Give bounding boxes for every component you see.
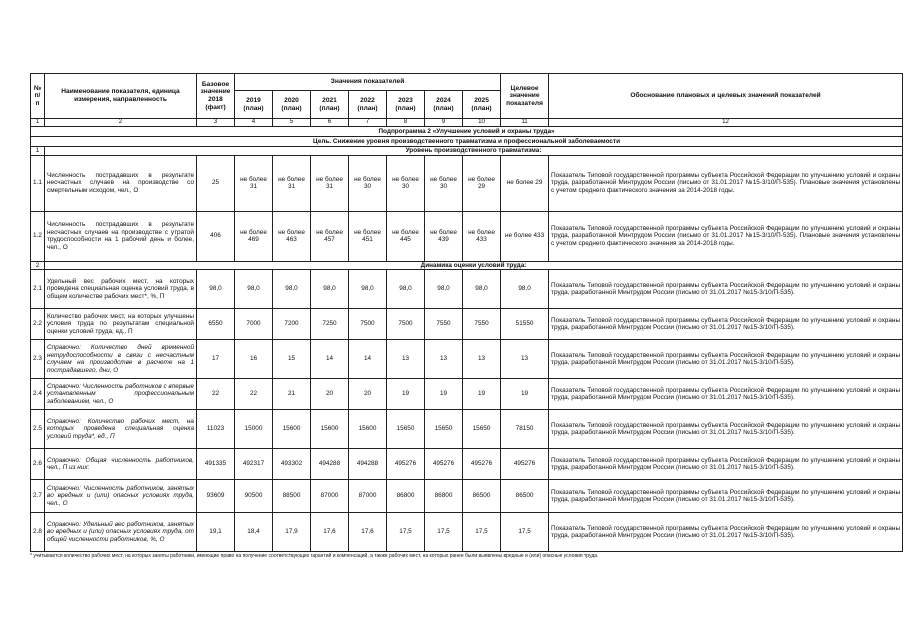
column-number: 9 [425,119,463,127]
plan-value: не более 29 [463,155,501,211]
column-number: 12 [549,119,903,127]
table-row [31,155,903,211]
header-values-group: Значения показателей [235,74,501,91]
plan-value: 88500 [273,480,311,513]
plan-value: 87000 [349,480,387,513]
plan-value: 21 [273,379,311,410]
column-number: 11 [501,119,549,127]
plan-value: 98,0 [387,270,425,309]
plan-value: 16 [235,340,273,379]
target-value: не более 433 [501,211,549,261]
subprogram-title: Подпрограмма 2 «Улучшение условий и охраны труда» [31,127,903,137]
row-number: 2.5 [31,410,45,449]
target-value: 51550 [501,309,549,340]
plan-value: 494288 [349,449,387,480]
section-number: 2 [31,261,45,270]
base-value: 17 [197,340,235,379]
row-number: 2.8 [31,513,45,552]
document-page [30,73,902,559]
plan-value: 14 [349,340,387,379]
plan-value: 13 [387,340,425,379]
plan-value: 86500 [463,480,501,513]
plan-value: не более 457 [311,211,349,261]
goal-title: Цель. Снижение уровня производственного травматизма и профессиональной заболеваемости [31,137,903,147]
indicator-name: Удельный вес рабочих мест, на которых проведена специальная оценка условий труда, в общем количестве рабочих мест*, %, П [45,270,197,309]
base-value: 491335 [197,449,235,480]
column-number: 7 [349,119,387,127]
plan-value: не более 31 [235,155,273,211]
basis-text: Показатель Типовой государственной программы субъекта Российской Федерации по улучшению условий и охраны труда, разработанной Минтрудом России (письмо от 31.01.2017 №15-3/10/П-535). [549,410,903,449]
plan-value: 15600 [311,410,349,449]
plan-value: 15600 [273,410,311,449]
header-year: 2019 (план) [235,91,273,119]
plan-value: 493302 [273,449,311,480]
indicators-table [30,73,903,552]
base-value: 98,0 [197,270,235,309]
section-title: Динамика оценки условий труда: [45,261,903,270]
plan-value: 7500 [387,309,425,340]
plan-value: 98,0 [463,270,501,309]
plan-value: 15 [273,340,311,379]
row-number: 2.1 [31,270,45,309]
table-row [31,211,903,261]
target-value: 495276 [501,449,549,480]
plan-value: 19 [463,379,501,410]
column-number: 2 [45,119,197,127]
column-number: 8 [387,119,425,127]
plan-value: 14 [311,340,349,379]
target-value: не более 29 [501,155,549,211]
indicator-name: Справочно: Количество рабочих мест, на которых проведена специальная оценка условий труда*, ед., П [45,410,197,449]
header-year: 2021 (план) [311,91,349,119]
header-year: 2022 (план) [349,91,387,119]
plan-value: 19 [387,379,425,410]
plan-value: не более 463 [273,211,311,261]
plan-value: не более 433 [463,211,501,261]
plan-value: 98,0 [273,270,311,309]
plan-value: 98,0 [349,270,387,309]
indicator-name: Численность пострадавших в результате несчастных случаев на производстве с утратой трудоспособности на 1 рабочий день и более, чел., О [45,211,197,261]
column-number: 5 [273,119,311,127]
table-row [31,480,903,513]
base-value: 25 [197,155,235,211]
plan-value: 15650 [463,410,501,449]
section-row [31,147,903,156]
row-number: 2.7 [31,480,45,513]
target-value: 98,0 [501,270,549,309]
plan-value: 18,4 [235,513,273,552]
plan-value: 13 [425,340,463,379]
plan-value: 7000 [235,309,273,340]
section-number: 1 [31,147,45,156]
column-number: 1 [31,119,45,127]
plan-value: не более 469 [235,211,273,261]
plan-value: 15650 [425,410,463,449]
plan-value: не более 439 [425,211,463,261]
basis-text: Показатель Типовой государственной программы субъекта Российской Федерации по улучшению условий и охраны труда, разработанной Минтрудом России (письмо от 31.01.2017 №15-3/10/П-535). [549,340,903,379]
basis-text: Показатель Типовой государственной программы субъекта Российской Федерации по улучшению условий и охраны труда, разработанной Минтрудом России (письмо от 31.01.2017 №15-3/10/П-535). Плановые значения установлены с учетом среднего фактического значения за 2014-2018 годы. [549,155,903,211]
plan-value: 17,5 [387,513,425,552]
plan-value: 87000 [311,480,349,513]
plan-value: 494288 [311,449,349,480]
plan-value: 7550 [425,309,463,340]
target-value: 19 [501,379,549,410]
plan-value: 495276 [463,449,501,480]
basis-text: Показатель Типовой государственной программы субъекта Российской Федерации по улучшению условий и охраны труда, разработанной Минтрудом России (письмо от 31.01.2017 №15-3/10/П-535). [549,449,903,480]
indicator-name: Справочно: Общая численность работников, чел., П из них: [45,449,197,480]
table-row [31,309,903,340]
header-year: 2020 (план) [273,91,311,119]
row-number: 1.1 [31,155,45,211]
header-name: Наименование показателя, единица измерения, направленность [45,74,197,119]
plan-value: 495276 [387,449,425,480]
plan-value: 98,0 [425,270,463,309]
indicator-name: Справочно: Количество дней временной нетрудоспособности в связи с несчастным случаем на производстве в расчете на 1 пострадавшего, дни, О [45,340,197,379]
base-value: 406 [197,211,235,261]
column-number: 4 [235,119,273,127]
indicator-name: Численность пострадавших в результате несчастных случаев на производстве со смертельным исходом, чел., О [45,155,197,211]
plan-value: 492317 [235,449,273,480]
plan-value: не более 451 [349,211,387,261]
footnote: * учитывается количество рабочих мест, на которых заняты работники, имеющие право на получение соответствующих гарантий и компенсаций, а также рабочих мест, на которых ранее были выявлены вредные и (или) опасные условия труда. [30,553,599,560]
base-value: 6550 [197,309,235,340]
basis-text: Показатель Типовой государственной программы субъекта Российской Федерации по улучшению условий и охраны труда, разработанной Минтрудом России (письмо от 31.01.2017 №15-3/10/П-535). [549,379,903,410]
header-base: Базовое значение 2018 (факт) [197,74,235,119]
column-number: 6 [311,119,349,127]
basis-text: Показатель Типовой государственной программы субъекта Российской Федерации по улучшению условий и охраны труда, разработанной Минтрудом России (письмо от 31.01.2017 №15-3/10/П-535). [549,513,903,552]
section-row [31,261,903,270]
plan-value: 17,5 [463,513,501,552]
plan-value: не более 445 [387,211,425,261]
indicator-name: Количество рабочих мест, на которых улучшены условия труда по результатам специальной оценки условий труда, ед., П [45,309,197,340]
header-basis: Обоснование плановых и целевых значений показателей [549,74,903,119]
plan-value: 17,6 [349,513,387,552]
plan-value: 13 [463,340,501,379]
indicator-name: Справочно: Удельный вес работников, занятых во вредных и (или) опасных условиях труда, от общей численности работников, %, О [45,513,197,552]
row-number: 2.4 [31,379,45,410]
basis-text: Показатель Типовой государственной программы субъекта Российской Федерации по улучшению условий и охраны труда, разработанной Минтрудом России (письмо от 31.01.2017 №15-3/10/П-535). Плановые значения установлены с учетом среднего фактического значения за 2014-2018 годы. [549,211,903,261]
target-value: 17,5 [501,513,549,552]
row-number: 2.3 [31,340,45,379]
plan-value: не более 31 [311,155,349,211]
table-body [31,127,903,552]
plan-value: не более 30 [387,155,425,211]
plan-value: 7200 [273,309,311,340]
row-number: 1.2 [31,211,45,261]
header-target: Целевое значение показателя [501,74,549,119]
plan-value: не более 30 [425,155,463,211]
plan-value: 15650 [387,410,425,449]
table-row [31,410,903,449]
plan-value: 90500 [235,480,273,513]
basis-text: Показатель Типовой государственной программы субъекта Российской Федерации по улучшению условий и охраны труда, разработанной Минтрудом России (письмо от 31.01.2017 №15-3/10/П-535). [549,309,903,340]
plan-value: 17,5 [425,513,463,552]
column-number: 10 [463,119,501,127]
basis-text: Показатель Типовой государственной программы субъекта Российской Федерации по улучшению условий и охраны труда, разработанной Минтрудом России (письмо от 31.01.2017 №15-3/10/П-535). [549,270,903,309]
indicator-name: Справочно: Численность работников с впервые установленным профессиональным заболеванием, чел., О [45,379,197,410]
plan-value: 19 [425,379,463,410]
plan-value: 17,6 [311,513,349,552]
table-row [31,340,903,379]
base-value: 22 [197,379,235,410]
table-row [31,449,903,480]
target-value: 13 [501,340,549,379]
column-number: 3 [197,119,235,127]
basis-text: Показатель Типовой государственной программы субъекта Российской Федерации по улучшению условий и охраны труда, разработанной Минтрудом России (письмо от 31.01.2017 №15-3/10/П-535). [549,480,903,513]
table-row [31,513,903,552]
plan-value: 98,0 [235,270,273,309]
plan-value: 15000 [235,410,273,449]
plan-value: 22 [235,379,273,410]
plan-value: 17,9 [273,513,311,552]
indicator-name: Справочно: Численность работников, занятых во вредных и (или) опасных условиях труда, чел., О [45,480,197,513]
plan-value: 20 [311,379,349,410]
base-value: 19,1 [197,513,235,552]
plan-value: 495276 [425,449,463,480]
header-year: 2023 (план) [387,91,425,119]
plan-value: не более 31 [273,155,311,211]
plan-value: 86800 [425,480,463,513]
column-numbers-row [31,119,903,127]
target-value: 78150 [501,410,549,449]
table-row [31,379,903,410]
header-year: 2024 (план) [425,91,463,119]
row-number: 2.2 [31,309,45,340]
header-no: № п/п [31,74,45,119]
plan-value: не более 30 [349,155,387,211]
plan-value: 15600 [349,410,387,449]
plan-value: 7500 [349,309,387,340]
header-year: 2025 (план) [463,91,501,119]
section-title: Уровень производственного травматизма: [45,147,903,156]
row-number: 2.6 [31,449,45,480]
plan-value: 7250 [311,309,349,340]
plan-value: 7550 [463,309,501,340]
base-value: 11023 [197,410,235,449]
table-row [31,270,903,309]
plan-value: 86800 [387,480,425,513]
plan-value: 98,0 [311,270,349,309]
plan-value: 20 [349,379,387,410]
target-value: 86500 [501,480,549,513]
base-value: 93609 [197,480,235,513]
